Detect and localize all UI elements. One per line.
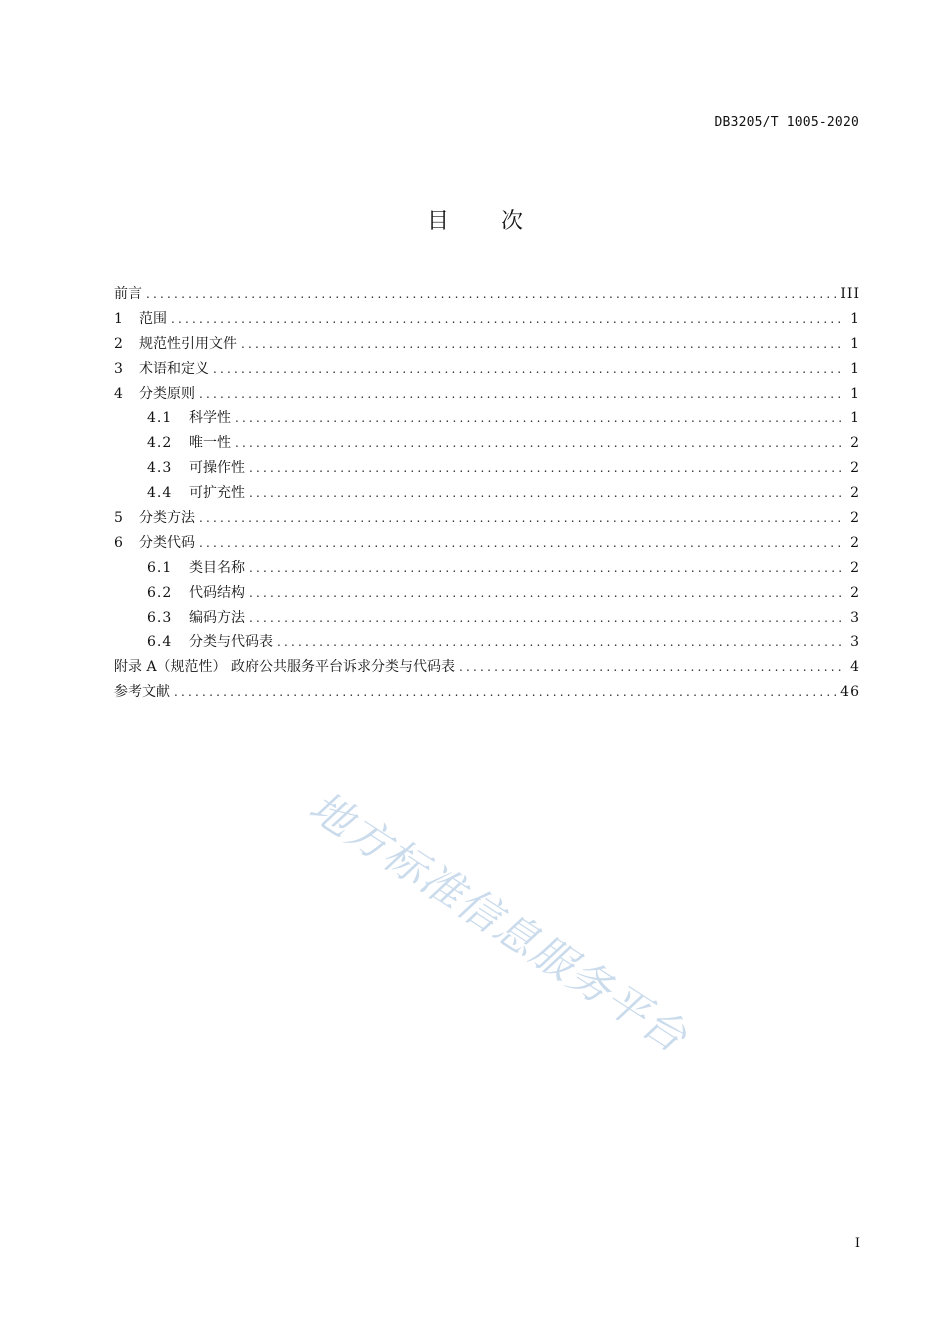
toc-leader-dots [249, 561, 844, 575]
toc-entry-page: 2 [850, 534, 860, 551]
toc-entry-page: 1 [850, 385, 860, 402]
toc-leader-dots [199, 511, 844, 525]
toc-entry-number: 6.3 [147, 609, 173, 626]
toc-entry-number: 6.1 [147, 559, 173, 576]
toc-entry[interactable] [114, 283, 860, 308]
toc-entry-page: 3 [850, 609, 860, 626]
toc-entry[interactable] [114, 557, 860, 582]
toc-entry[interactable] [114, 432, 860, 457]
toc-leader-dots [235, 411, 844, 425]
toc-entry[interactable] [114, 308, 860, 333]
toc-entry-page: 1 [850, 360, 860, 377]
toc-entry[interactable] [114, 358, 860, 383]
toc-entry[interactable] [114, 457, 860, 482]
toc-leader-dots [249, 586, 844, 600]
toc-entry-page: III [840, 286, 860, 302]
toc-entry-label: 可操作性 [189, 460, 245, 477]
toc-entry-label: 分类与代码表 [189, 634, 273, 651]
toc-entry-label: 附录 A（规范性） 政府公共服务平台诉求分类与代码表 [114, 659, 456, 676]
toc-leader-dots [277, 635, 844, 649]
toc-leader-dots [174, 685, 836, 699]
toc-entry-page: 4 [850, 659, 860, 676]
toc-entry-label: 科学性 [189, 410, 231, 427]
toc-entry-number: 3 [114, 360, 123, 377]
toc-entry-number: 1 [114, 310, 123, 327]
toc-entry-label: 分类代码 [139, 534, 195, 551]
toc-entry-number: 4.1 [147, 410, 173, 427]
toc-entry-number: 4.3 [147, 460, 173, 477]
toc-entry-page: 46 [840, 684, 860, 701]
toc-entry-number: 6.4 [147, 634, 173, 651]
toc-entry-label: 唯一性 [189, 435, 231, 452]
toc-entry[interactable] [114, 582, 860, 607]
toc-entry-label: 类目名称 [189, 559, 245, 576]
toc-entry-label: 术语和定义 [139, 360, 209, 377]
toc-entry-page: 2 [850, 559, 860, 576]
toc-leader-dots [249, 461, 844, 475]
toc-leader-dots [199, 387, 844, 401]
toc-leader-dots [199, 536, 844, 550]
toc-entry-page: 2 [850, 485, 860, 502]
toc-entry[interactable] [114, 607, 860, 632]
toc-entry-label: 分类方法 [139, 510, 195, 527]
toc-entry-page: 2 [850, 510, 860, 527]
toc-entry-label: 分类原则 [139, 385, 195, 402]
toc-entry-label: 编码方法 [189, 609, 245, 626]
toc-entry[interactable] [114, 631, 860, 656]
toc-entry-number: 4.4 [147, 485, 173, 502]
toc-leader-dots [241, 337, 844, 351]
toc-entry-number: 6 [114, 534, 123, 551]
toc-entry[interactable] [114, 383, 860, 408]
toc-leader-dots [146, 287, 836, 301]
toc-entry-number: 4.2 [147, 435, 173, 452]
toc-entry-number: 4 [114, 385, 123, 402]
toc-leader-dots [459, 660, 844, 674]
toc-entry-number: 2 [114, 335, 123, 352]
watermark: 地方标准信息服务平台 [300, 781, 697, 1063]
toc-entry[interactable] [114, 482, 860, 507]
toc-entry[interactable] [114, 507, 860, 532]
toc-entry-number: 6.2 [147, 584, 173, 601]
toc-entry-number: 5 [114, 510, 123, 527]
toc-entry-page: 2 [850, 460, 860, 477]
standard-code: DB3205/T 1005-2020 [714, 115, 859, 130]
toc-entry[interactable] [114, 407, 860, 432]
toc-entry-label: 参考文献 [114, 684, 170, 701]
toc-entry[interactable] [114, 532, 860, 557]
toc-entry-page: 2 [850, 435, 860, 452]
toc-leader-dots [171, 312, 844, 326]
toc-entry-label: 范围 [139, 310, 167, 327]
toc-leader-dots [235, 436, 844, 450]
toc-entry-label: 可扩充性 [189, 485, 245, 502]
toc-entry-label: 代码结构 [189, 584, 245, 601]
toc-entry-page: 1 [850, 335, 860, 352]
toc-entry[interactable] [114, 656, 860, 681]
page-title: 目次 [426, 209, 575, 234]
toc-entry[interactable] [114, 681, 860, 706]
toc-entry-page: 2 [850, 584, 860, 601]
toc-leader-dots [249, 486, 844, 500]
table-of-contents [114, 283, 860, 706]
toc-entry-label: 前言 [114, 286, 142, 302]
toc-entry-page: 3 [850, 634, 860, 651]
toc-entry-page: 1 [850, 410, 860, 427]
toc-leader-dots [213, 362, 844, 376]
toc-entry-label: 规范性引用文件 [139, 335, 237, 352]
toc-leader-dots [249, 611, 844, 625]
toc-entry-page: 1 [850, 310, 860, 327]
toc-entry[interactable] [114, 333, 860, 358]
page-number: I [854, 1236, 860, 1251]
